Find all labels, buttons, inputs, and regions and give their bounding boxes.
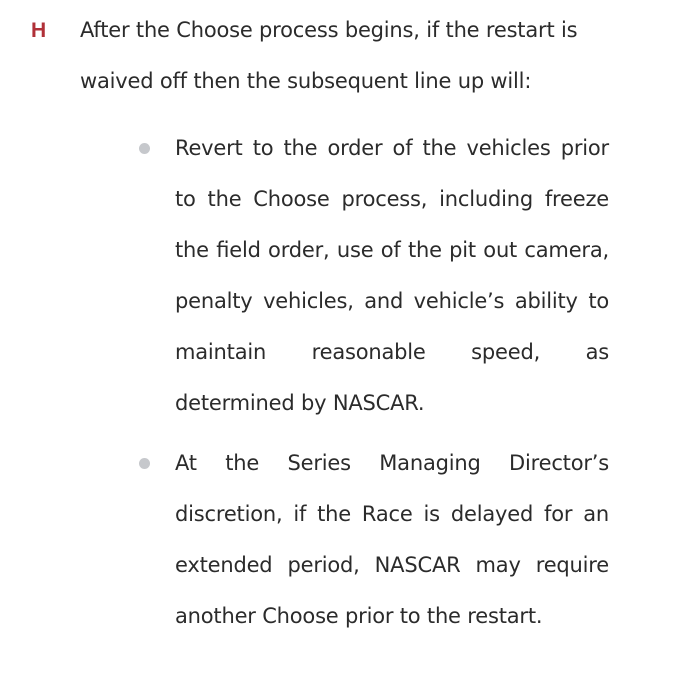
clause-intro-text: After the Choose process begins, if the restart is waived off then the subsequent line up will: [80,18,578,93]
bullet-text: At the Series Managing Director’s discretion, if the Race is delayed for an extended period, NASCAR may require another Choose prior to the restart. [175,451,609,628]
clause-letter: H [31,19,47,42]
bullet-text: Revert to the order of the vehicles prior to the Choose process, including freeze the ﬁeld order, use of the pit out camera, penalty vehicles, and vehicle’s ability to maintain reasonable speed, as determined by NASCAR. [175,136,609,415]
bullet-dot-icon [139,143,150,154]
bullet-dot-icon [139,458,150,469]
